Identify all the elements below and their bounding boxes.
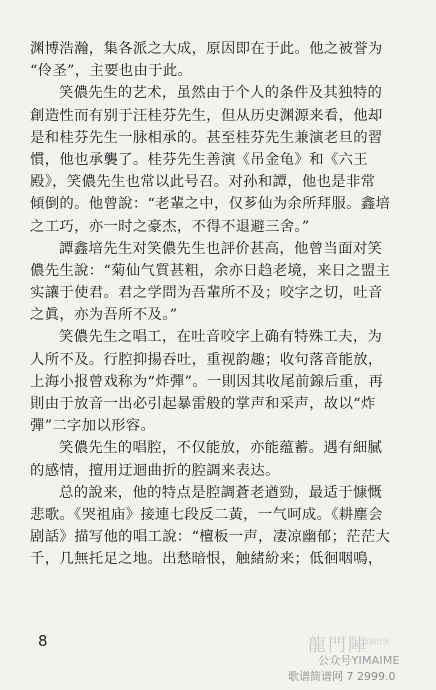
text-line: 笑儂先生的艺术，虽然由于个人的条件及其独特的 (59, 85, 383, 102)
text-line: 总的說来，他的特点是腔調蒼老遒勁，最适于慷慨 (59, 484, 383, 501)
text-line: 千，几無托足之地。出愁暗恨，触緒紛来；低徊咽鳴， (30, 551, 383, 568)
watermark-account: 公众号YIMAIME (318, 654, 400, 667)
text-line: 悲歌。《哭祖庙》接連七段反二黃，一气呵成。《耕塵会 (30, 506, 383, 523)
text-line: 是和桂芬先生一脉相承的。甚至桂芬先生兼演老旦的習 (30, 129, 383, 146)
text-line: 笑儂先生的唱腔，不仅能放，亦能蕴蓄。遇有細膩 (59, 440, 383, 457)
text-line: “伶圣”，主要也由于此。 (30, 63, 193, 80)
text-line: 人所不及。行腔抑揚吞吐，重视韵趣；收句落音能放， (30, 351, 383, 368)
text-line: 渊博浩瀚，集各派之大成，原因即在于此。他之被誉为 (30, 41, 383, 57)
text-line: 实讓于使君。君之学問为吾輩所不及；咬字之切，吐音 (30, 285, 383, 302)
text-line: 之眞，亦为吾所不及。” (30, 307, 178, 324)
page-number: 8 (38, 632, 48, 650)
text-line: 傾倒的。他曾說：“老輩之中，仅芗仙为余所拜服。鑫培 (30, 196, 391, 213)
text-line: 則由于放音一出必引起暴雷般的掌声和采声，故以“炸 (30, 396, 376, 412)
watermark-site: 歌谱简谱网 7 2999.0 (288, 670, 396, 683)
text-line: 上海小报曾戏称为“炸彈”。一則因其收尾前䤼后重，再 (30, 373, 384, 390)
watermark-subtitle: 京剧社区 (362, 638, 390, 646)
text-line: 彈”二字加以形容。 (30, 418, 156, 435)
body-text (30, 38, 416, 571)
watermark-logo: 龍門陣 (308, 635, 368, 656)
text-line: 的感情，擅用迂迴曲折的腔調来表达。 (30, 462, 280, 479)
text-line: 殿》，笑儂先生也常以此号召。对孙和譚，他也是非常 (30, 174, 376, 191)
text-line: 創造性而有别于汪桂芬先生，但从历史渊源来看，他却 (30, 107, 383, 124)
text-line: 剧話》描写他的唱工說：“檀板一声，凄凉幽郁；茫茫大 (30, 529, 391, 546)
text-line: 之工巧，亦一时之豪杰，不得不退避三舍。” (30, 218, 310, 235)
text-line: 儂先生說：“菊仙气質甚粗，余亦日趋老境，来日之盟主 (30, 262, 391, 279)
text-line: 笑儂先生之唱工，在吐音咬字上确有特殊工夫，为 (59, 329, 383, 346)
text-line: 慣，他也承襲了。桂芬先生善演《吊金龟》和《六王 (30, 151, 368, 168)
text-line: 譚鑫培先生对笑儂先生也評价甚高，他曾当面对笑 (59, 240, 383, 257)
